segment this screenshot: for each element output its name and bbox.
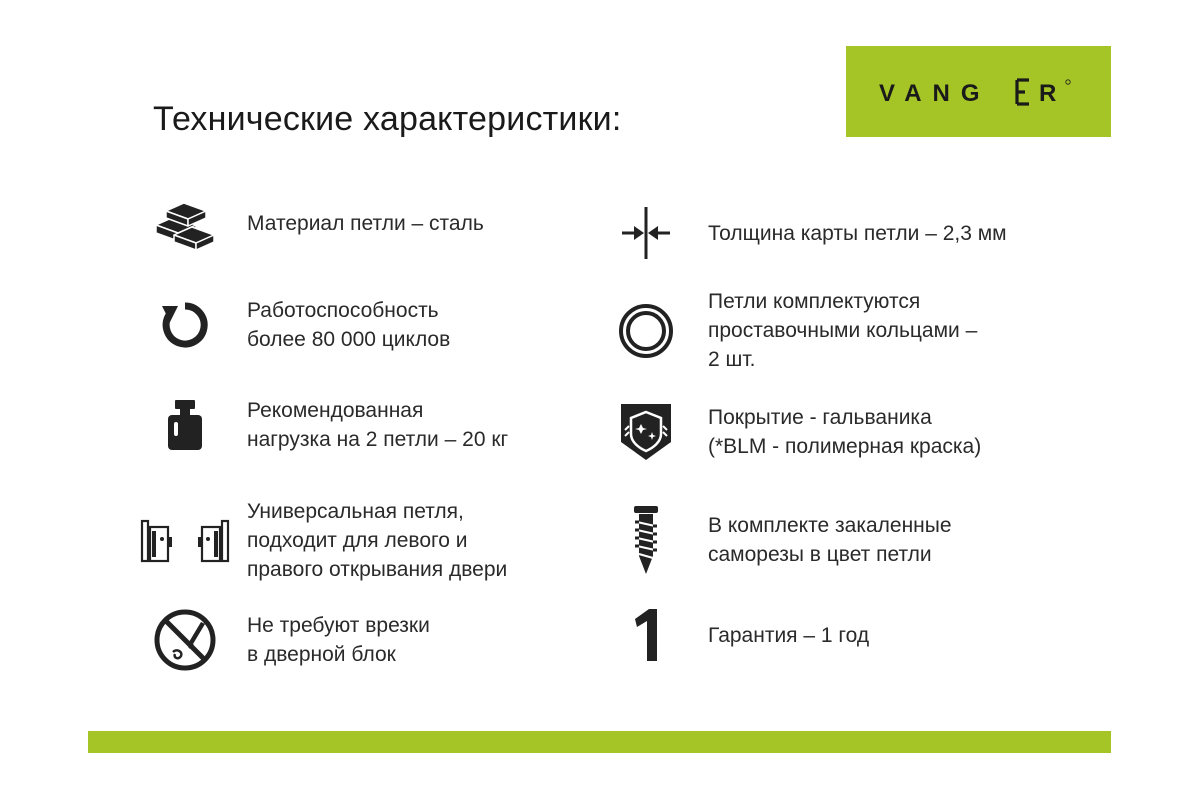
cycle-arrow-icon: [150, 290, 220, 360]
no-chisel-icon: [150, 605, 220, 675]
feature-cycles: [150, 290, 450, 360]
feature-material: [150, 188, 484, 258]
feature-universal: [150, 497, 507, 584]
feature-text: Универсальная петля, подходит для левого и правого открывания двери: [247, 500, 508, 581]
feature-rings: [611, 287, 977, 374]
brand-logo: [846, 46, 1111, 137]
feature-text: Работоспособность более 80 000 циклов: [247, 299, 451, 351]
feature-no-mortise: [150, 605, 430, 675]
weight-icon: [150, 390, 220, 460]
thickness-arrows-icon: [611, 198, 681, 268]
feature-text: Гарантия – 1 год: [708, 623, 870, 647]
steel-ingots-icon: [150, 188, 220, 258]
footer-accent-bar: [88, 731, 1111, 753]
feature-screws: [611, 505, 952, 575]
feature-warranty: [611, 600, 869, 670]
svg-text:R: R: [1038, 79, 1056, 107]
spacer-ring-icon: [611, 296, 681, 366]
feature-text: Материал петли – сталь: [247, 211, 484, 235]
vanger-logo-icon: [879, 72, 1079, 112]
feature-thickness: [611, 198, 1007, 268]
feature-text: Рекомендованная нагрузка на 2 петли – 20 кг: [247, 399, 509, 451]
feature-text: Толщина карты петли – 2,3 мм: [708, 221, 1007, 245]
feature-load: [150, 390, 508, 460]
svg-text:VANG: VANG: [878, 79, 991, 107]
feature-text: В комплекте закаленные саморезы в цвет петли: [708, 514, 952, 566]
door-hinges-icon: [140, 506, 230, 576]
feature-text: Не требуют врезки в дверной блок: [247, 614, 430, 666]
feature-text: Покрытие - гальваника (*BLM - полимерная краска): [708, 406, 982, 458]
number-one-icon: [611, 600, 681, 670]
shield-coating-icon: [611, 397, 681, 467]
screw-icon: [611, 505, 681, 575]
page-title: Технические характеристики:: [153, 100, 622, 138]
feature-text: Петли комплектуются проставочными кольцами – 2 шт.: [708, 290, 978, 371]
feature-coating: [611, 397, 981, 467]
